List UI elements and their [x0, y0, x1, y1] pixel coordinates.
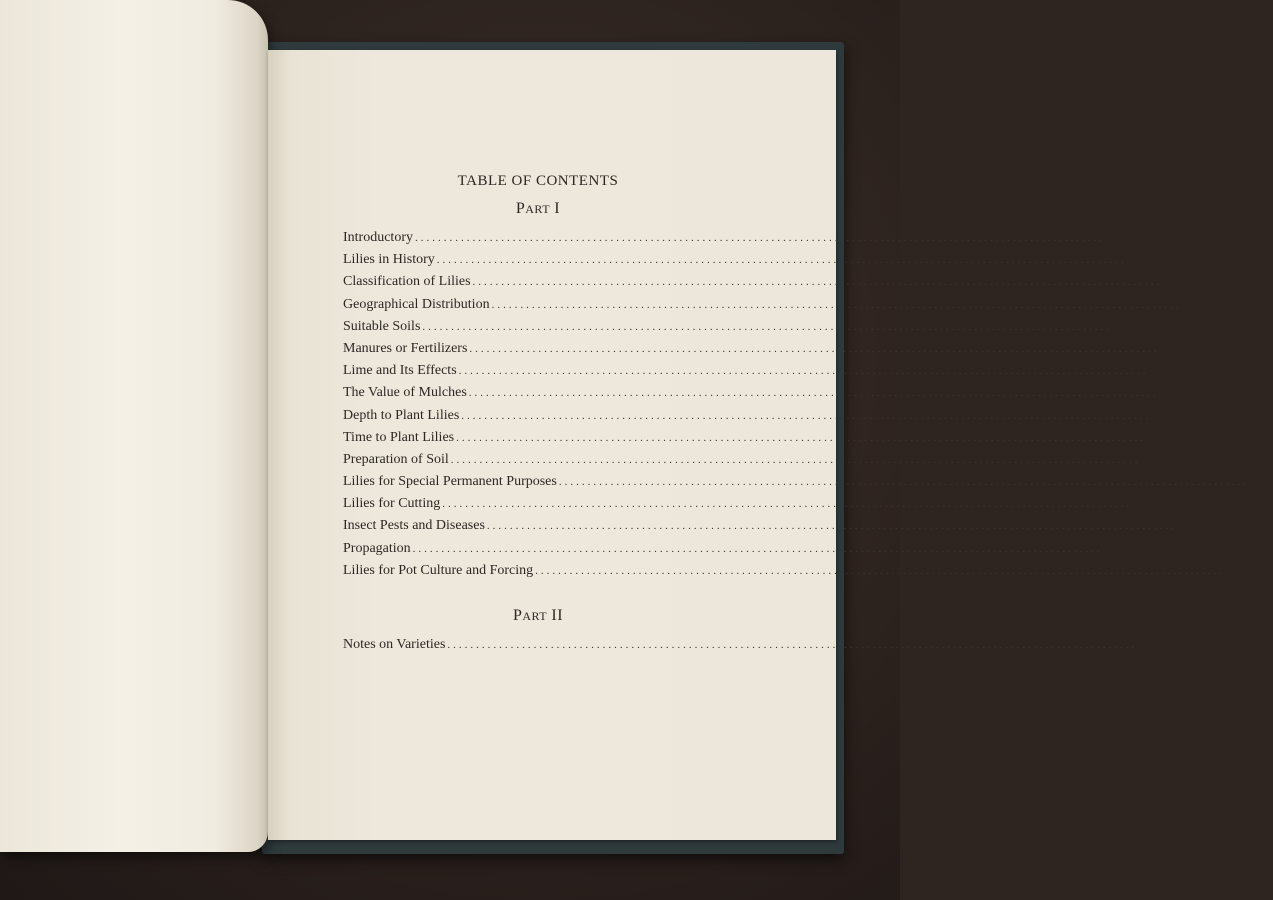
toc-entry-label: Time to Plant Lilies — [343, 429, 455, 445]
part-2-entries — [343, 633, 1162, 655]
toc-entry-page-number: 13 — [1170, 339, 1184, 355]
toc-entry-page-number: 1 — [1122, 229, 1129, 244]
part-heading-1: PART I — [515, 200, 561, 217]
dot-leader: ........................................................................................................................ — [469, 342, 1160, 355]
toc-entry — [343, 633, 1162, 655]
dot-leader: ........................................................................................................................ — [458, 365, 1149, 378]
dot-leader: ........................................................................................................................ — [447, 639, 1138, 651]
dot-leader: ........................................................................................................................ — [491, 298, 1182, 311]
toc-entry-page-number: 37 — [1113, 539, 1127, 555]
toc-entry-page-number: 23 — [1157, 428, 1171, 444]
dot-leader: ........................................................................................................................ — [468, 387, 1159, 400]
toc-entry-page-number: 6 — [1180, 273, 1187, 289]
toc-entry-page-number: 8 — [1199, 295, 1206, 311]
dot-leader: ........................................................................................................................ — [472, 276, 1163, 289]
toc-entry — [343, 404, 1176, 426]
toc-entry-label: Lilies in History — [343, 252, 435, 268]
toc-entry-label: Insect Pests and Diseases — [343, 518, 485, 534]
toc-entry — [343, 248, 1151, 270]
toc-entry — [343, 359, 1173, 381]
toc-entry-page-number: 32 — [1187, 517, 1201, 533]
toc-entry-page-number: 45 — [1236, 561, 1250, 577]
toc-entry-page-number: 63 — [1148, 636, 1162, 651]
dot-leader: ........................................................................................................................ — [456, 431, 1147, 444]
toc-entry — [343, 315, 1137, 337]
toc-entry-page-number: 21 — [1162, 406, 1176, 422]
table-of-contents — [343, 170, 1273, 655]
toc-entry — [343, 448, 1165, 470]
toc-entry-label: Lilies for Pot Culture and Forcing — [343, 562, 534, 578]
left-blank-page — [0, 0, 268, 852]
toc-entry — [343, 270, 1187, 292]
toc-entry-label: Geographical Distribution — [343, 296, 490, 312]
toc-entry-label: Preparation of Soil — [343, 451, 449, 467]
toc-entry-page-number: 16 — [1159, 362, 1173, 378]
toc-entry-label: Lilies for Special Permanent Purposes — [343, 474, 557, 490]
toc-entry-page-number: 25 — [1151, 450, 1165, 466]
toc-entry — [343, 426, 1171, 448]
dot-leader: ........................................................................................................................ — [412, 542, 1103, 555]
part-heading-2: PART II — [512, 607, 564, 624]
toc-entry-label: Introductory — [343, 230, 413, 245]
toc-entry-label: Propagation — [343, 540, 411, 556]
dot-leader: ........................................................................................................................ — [535, 564, 1226, 577]
dot-leader: ........................................................................................................................ — [461, 409, 1152, 422]
toc-entry-label: Manures or Fertilizers — [343, 340, 468, 356]
toc-title: TABLE OF CONTENTS — [457, 173, 619, 189]
toc-entry-page-number: 3 — [1144, 251, 1151, 267]
part-1-entries — [343, 226, 1273, 581]
toc-entry — [343, 470, 1273, 492]
toc-entry-page-number: 30 — [1143, 495, 1157, 511]
toc-entry-label: The Value of Mulches — [343, 385, 467, 401]
toc-entry-label: Notes on Varieties — [343, 637, 446, 652]
toc-entry-label: Suitable Soils — [343, 318, 421, 334]
toc-entry — [343, 492, 1157, 514]
toc-entry-page-number: 18 — [1169, 384, 1183, 400]
dot-leader: ........................................................................................................................ — [558, 476, 1249, 489]
dot-leader: ........................................................................................................................ — [436, 254, 1127, 267]
dot-leader: ........................................................................................................................ — [450, 453, 1141, 466]
toc-entry-page-number: 10 — [1123, 317, 1137, 333]
dot-leader: ........................................................................................................................ — [442, 498, 1133, 511]
toc-entry-label: Depth to Plant Lilies — [343, 407, 460, 423]
dot-leader: ........................................................................................................................ — [486, 520, 1177, 533]
toc-entry — [343, 537, 1127, 559]
toc-entry — [343, 337, 1184, 359]
toc-entry-label: Lilies for Cutting — [343, 496, 441, 512]
toc-entry-label: Lime and Its Effects — [343, 363, 457, 379]
dot-leader: ........................................................................................................................ — [422, 320, 1113, 333]
toc-entry — [343, 559, 1250, 581]
toc-entry-page-number: 27 — [1259, 473, 1273, 489]
toc-entry — [343, 381, 1183, 403]
toc-entry — [343, 293, 1206, 315]
dot-leader: ........................................................................................................................ — [414, 232, 1105, 244]
toc-entry — [343, 514, 1201, 536]
toc-entry-label: Classification of Lilies — [343, 274, 471, 290]
toc-entry — [343, 226, 1129, 248]
